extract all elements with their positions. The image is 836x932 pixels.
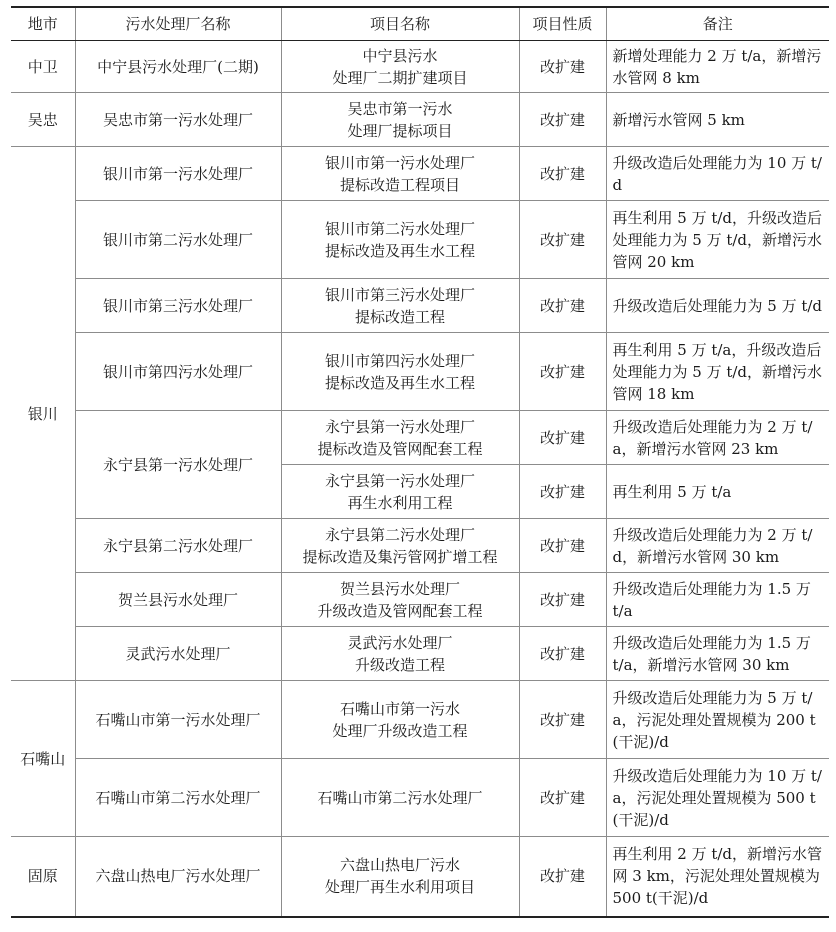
- city-cell: 石嘴山: [11, 681, 75, 837]
- project-nature-cell: 改扩建: [519, 465, 606, 519]
- table-row: [11, 333, 829, 411]
- header-city: 地市: [11, 7, 75, 41]
- plant-name-cell: 吴忠市第一污水处理厂: [75, 93, 281, 147]
- table-row: [11, 519, 829, 573]
- remarks-cell: 再生利用 5 万 t/a，升级改造后处理能力为 5 万 t/d，新增污水管网 18 km: [606, 333, 829, 411]
- header-remarks: 备注: [606, 7, 829, 41]
- project-name-cell: 银川市第一污水处理厂 提标改造工程项目: [281, 147, 519, 201]
- project-nature-cell: 改扩建: [519, 681, 606, 759]
- table-row: [11, 41, 829, 93]
- table-row: [11, 759, 829, 837]
- project-nature-cell: 改扩建: [519, 573, 606, 627]
- plant-name-cell: 灵武污水处理厂: [75, 627, 281, 681]
- remarks-cell: 再生利用 5 万 t/d，升级改造后处理能力为 5 万 t/d，新增污水管网 20 km: [606, 201, 829, 279]
- plant-name-cell: 六盘山热电厂污水处理厂: [75, 837, 281, 917]
- plant-name-cell: 中宁县污水处理厂(二期): [75, 41, 281, 93]
- project-name-cell: 银川市第二污水处理厂 提标改造及再生水工程: [281, 201, 519, 279]
- remarks-cell: 新增污水管网 5 km: [606, 93, 829, 147]
- city-cell: 固原: [11, 837, 75, 917]
- table-row: [11, 201, 829, 279]
- plant-name-cell: 贺兰县污水处理厂: [75, 573, 281, 627]
- header-project-name: 项目名称: [281, 7, 519, 41]
- sewage-plant-table: [11, 6, 829, 918]
- project-nature-cell: 改扩建: [519, 93, 606, 147]
- project-nature-cell: 改扩建: [519, 411, 606, 465]
- table-header-row: [11, 7, 829, 41]
- plant-name-cell: 银川市第二污水处理厂: [75, 201, 281, 279]
- remarks-cell: 再生利用 5 万 t/a: [606, 465, 829, 519]
- project-name-cell: 吴忠市第一污水 处理厂提标项目: [281, 93, 519, 147]
- project-name-cell: 石嘴山市第二污水处理厂: [281, 759, 519, 837]
- table-row: [11, 147, 829, 201]
- project-name-cell: 灵武污水处理厂 升级改造工程: [281, 627, 519, 681]
- remarks-cell: 升级改造后处理能力为 1.5 万 t/a: [606, 573, 829, 627]
- remarks-cell: 升级改造后处理能力为 5 万 t/a，污泥处理处置规模为 200 t(干泥)/d: [606, 681, 829, 759]
- table-container: [11, 6, 829, 918]
- remarks-cell: 升级改造后处理能力为 1.5 万 t/a，新增污水管网 30 km: [606, 627, 829, 681]
- plant-name-cell: 石嘴山市第二污水处理厂: [75, 759, 281, 837]
- project-name-cell: 中宁县污水 处理厂二期扩建项目: [281, 41, 519, 93]
- city-cell: 银川: [11, 147, 75, 681]
- project-nature-cell: 改扩建: [519, 519, 606, 573]
- plant-name-cell: 银川市第一污水处理厂: [75, 147, 281, 201]
- header-project-nature: 项目性质: [519, 7, 606, 41]
- project-name-cell: 银川市第四污水处理厂 提标改造及再生水工程: [281, 333, 519, 411]
- project-name-cell: 永宁县第一污水处理厂 提标改造及管网配套工程: [281, 411, 519, 465]
- project-name-cell: 永宁县第一污水处理厂 再生水利用工程: [281, 465, 519, 519]
- remarks-cell: 升级改造后处理能力为 2 万 t/a，新增污水管网 23 km: [606, 411, 829, 465]
- plant-name-cell: 石嘴山市第一污水处理厂: [75, 681, 281, 759]
- project-nature-cell: 改扩建: [519, 837, 606, 917]
- plant-name-cell: 银川市第四污水处理厂: [75, 333, 281, 411]
- project-name-cell: 贺兰县污水处理厂 升级改造及管网配套工程: [281, 573, 519, 627]
- project-nature-cell: 改扩建: [519, 147, 606, 201]
- project-nature-cell: 改扩建: [519, 41, 606, 93]
- project-nature-cell: 改扩建: [519, 333, 606, 411]
- header-plant-name: 污水处理厂名称: [75, 7, 281, 41]
- remarks-cell: 升级改造后处理能力为 10 万 t/a，污泥处理处置规模为 500 t(干泥)/d: [606, 759, 829, 837]
- project-name-cell: 永宁县第二污水处理厂 提标改造及集污管网扩增工程: [281, 519, 519, 573]
- remarks-cell: 升级改造后处理能力为 2 万 t/d，新增污水管网 30 km: [606, 519, 829, 573]
- table-row: [11, 627, 829, 681]
- table-row: [11, 411, 829, 465]
- city-cell: 中卫: [11, 41, 75, 93]
- project-nature-cell: 改扩建: [519, 627, 606, 681]
- plant-name-cell: 永宁县第一污水处理厂: [75, 411, 281, 519]
- city-cell: 吴忠: [11, 93, 75, 147]
- remarks-cell: 升级改造后处理能力为 10 万 t/d: [606, 147, 829, 201]
- table-row: [11, 837, 829, 917]
- project-nature-cell: 改扩建: [519, 759, 606, 837]
- remarks-cell: 新增处理能力 2 万 t/a，新增污水管网 8 km: [606, 41, 829, 93]
- plant-name-cell: 银川市第三污水处理厂: [75, 279, 281, 333]
- project-nature-cell: 改扩建: [519, 201, 606, 279]
- table-row: [11, 573, 829, 627]
- plant-name-cell: 永宁县第二污水处理厂: [75, 519, 281, 573]
- table-row: [11, 681, 829, 759]
- project-nature-cell: 改扩建: [519, 279, 606, 333]
- table-body: [11, 41, 829, 917]
- project-name-cell: 六盘山热电厂污水 处理厂再生水利用项目: [281, 837, 519, 917]
- table-row: [11, 279, 829, 333]
- remarks-cell: 升级改造后处理能力为 5 万 t/d: [606, 279, 829, 333]
- project-name-cell: 石嘴山市第一污水 处理厂升级改造工程: [281, 681, 519, 759]
- project-name-cell: 银川市第三污水处理厂 提标改造工程: [281, 279, 519, 333]
- table-row: [11, 93, 829, 147]
- remarks-cell: 再生利用 2 万 t/d，新增污水管网 3 km，污泥处理处置规模为 500 t(干泥)/d: [606, 837, 829, 917]
